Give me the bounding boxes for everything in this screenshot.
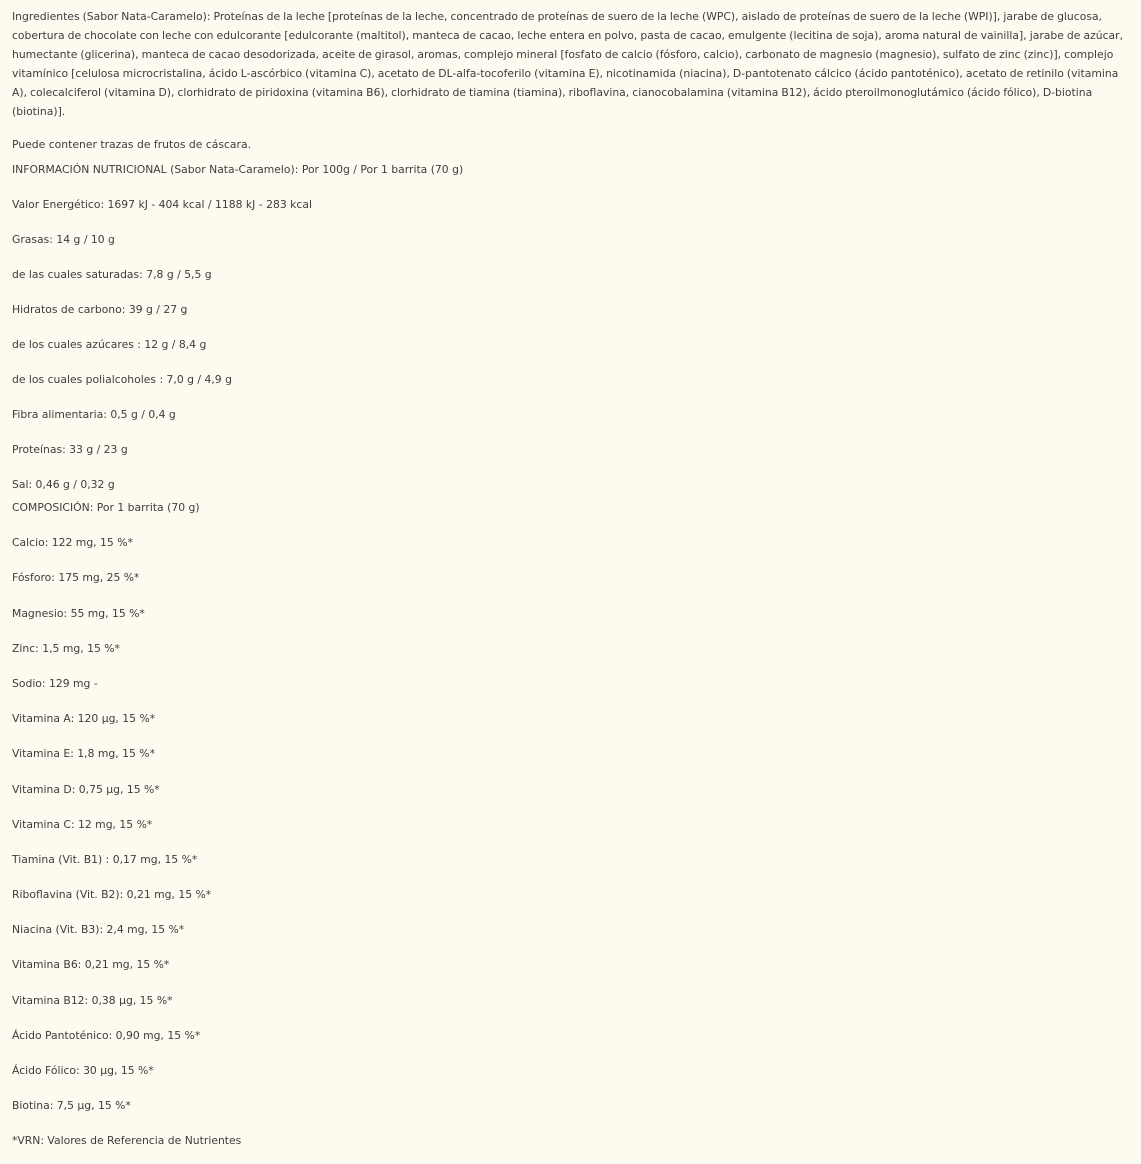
nutrition-section xyxy=(12,160,1135,494)
composition-row-vitamin-e: Vitamina E: 1,8 mg, 15 %* xyxy=(12,747,155,761)
composition-row-vitamin-d: Vitamina D: 0,75 µg, 15 %* xyxy=(12,782,160,796)
composition-row-folic-acid: Ácido Fólico: 30 µg, 15 %* xyxy=(12,1064,154,1077)
composition-row-niacin: Niacina (Vit. B3): 2,4 mg, 15 %* xyxy=(12,923,185,937)
nutrition-row-saturated-fat: de las cuales saturadas: 7,8 g / 5,5 g xyxy=(12,268,212,281)
composition-heading: COMPOSICIÓN: Por 1 barrita (70 g) xyxy=(12,501,200,514)
composition-row-vitamin-a: Vitamina A: 120 µg, 15 %* xyxy=(12,712,156,726)
nutrition-row-sugars: de los cuales azúcares : 12 g / 8,4 g xyxy=(12,338,207,351)
nutrition-row-protein: Proteínas: 33 g / 23 g xyxy=(12,443,128,456)
footnote: *VRN: Valores de Referencia de Nutrientes xyxy=(12,1134,242,1148)
composition-row-magnesium: Magnesio: 55 mg, 15 %* xyxy=(12,606,145,620)
composition-section xyxy=(12,498,1135,1115)
composition-row-vitamin-b12: Vitamina B12: 0,38 µg, 15 %* xyxy=(12,993,173,1007)
nutrition-heading: INFORMACIÓN NUTRICIONAL (Sabor Nata-Caramelo): Por 100g / Por 1 barrita (70 g) xyxy=(12,163,464,176)
ingredients-paragraph: Ingredientes (Sabor Nata-Caramelo): Proteínas de la leche [proteínas de la leche, concentrado de proteínas de suero de la leche (WPC), aislado de proteínas de suero de la leche (WPI)], jarabe de glucosa, cobertura de chocolate con leche con edulcorante [edulcorante (maltitol), manteca de cacao, leche entera en polvo, pasta de cacao, emulgente (lecitina de soja), aroma natural de vainilla], jarabe de azúcar, humectante (glicerina), manteca de cacao desodorizada, aceite de girasol, aromas, complejo mineral [fosfato de calcio (fósforo, calcio), carbonato de magnesio (magnesio), sulfato de zinc (zinc)], complejo vitamínico [celulosa microcristalina, ácido L-ascórbico (vitamina C), acetato de DL-alfa-tocoferilo (vitamina E), nicotinamida (niacina), D-pantotenato cálcico (ácido pantoténico), acetato de retinilo (vitamina A), colecalciferol (vitamina D), clorhidrato de piridoxina (vitamina B6), clorhidrato de tiamina (tiamina), riboflavina, cianocobalamina (vitamina B12), ácido pteroilmonoglutámico (ácido fólico), D-biotina (biotina)]. xyxy=(12,10,1124,118)
traces-warning: Puede contener trazas de frutos de cáscara. xyxy=(12,138,252,151)
composition-row-biotin: Biotina: 7,5 µg, 15 %* xyxy=(12,1099,131,1113)
composition-row-zinc: Zinc: 1,5 mg, 15 %* xyxy=(12,641,120,655)
composition-row-vitamin-c: Vitamina C: 12 mg, 15 %* xyxy=(12,817,153,831)
composition-row-pantothenic-acid: Ácido Pantoténico: 0,90 mg, 15 %* xyxy=(12,1028,201,1042)
composition-row-sodium: Sodio: 129 mg - xyxy=(12,676,98,690)
composition-row-riboflavin: Riboflavina (Vit. B2): 0,21 mg, 15 %* xyxy=(12,888,212,902)
composition-row-vitamin-b6: Vitamina B6: 0,21 mg, 15 %* xyxy=(12,958,170,972)
composition-row-calcium: Calcio: 122 mg, 15 %* xyxy=(12,536,133,550)
nutrition-row-fibre: Fibra alimentaria: 0,5 g / 0,4 g xyxy=(12,408,176,421)
nutrition-row-salt: Sal: 0,46 g / 0,32 g xyxy=(12,478,115,491)
nutrition-row-energy: Valor Energético: 1697 kJ - 404 kcal / 1188 kJ - 283 kcal xyxy=(12,198,312,211)
nutrition-row-fat: Grasas: 14 g / 10 g xyxy=(12,233,115,246)
nutrition-row-polyols: de los cuales polialcoholes : 7,0 g / 4,9 g xyxy=(12,373,232,386)
nutrition-row-carbohydrates: Hidratos de carbono: 39 g / 27 g xyxy=(12,303,188,316)
composition-row-thiamine: Tiamina (Vit. B1) : 0,17 mg, 15 %* xyxy=(12,852,198,866)
composition-row-phosphorus: Fósforo: 175 mg, 25 %* xyxy=(12,571,140,585)
